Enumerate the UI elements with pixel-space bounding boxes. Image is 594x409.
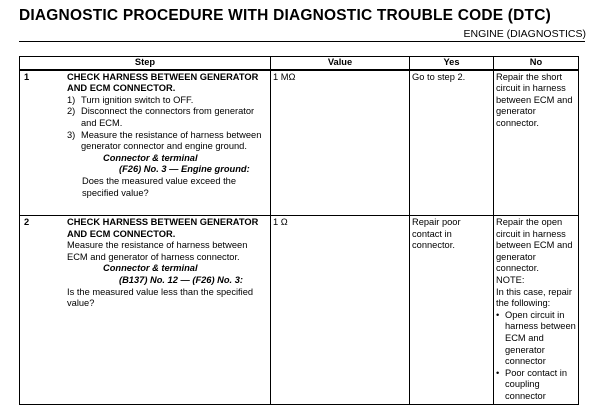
step-number: 2 bbox=[24, 217, 30, 228]
substep bbox=[20, 95, 268, 107]
step-title: CHECK HARNESS BETWEEN GENERATOR bbox=[67, 217, 259, 228]
substep-number: 1) bbox=[67, 94, 76, 105]
substep-text: Disconnect the connectors from generator and ECM. bbox=[81, 106, 255, 128]
yes-cell: Go to step 2. bbox=[410, 70, 494, 216]
note-label: NOTE: bbox=[496, 275, 525, 286]
value-cell: 1 Ω bbox=[271, 216, 410, 405]
check-question: Does the measured value exceed the specified value? bbox=[82, 175, 237, 198]
check-question: Is the measured value less than the specified value? bbox=[67, 286, 254, 309]
table-header-row bbox=[20, 57, 579, 70]
table-row bbox=[20, 216, 579, 405]
substep-text: Turn ignition switch to OFF. bbox=[81, 94, 194, 105]
substep-text: Measure the resistance of harness between generator connector and engine ground. bbox=[81, 129, 262, 152]
section-subtitle: ENGINE (DIAGNOSTICS) bbox=[463, 28, 586, 40]
bullet-icon: • bbox=[496, 309, 500, 320]
header-rule bbox=[19, 41, 585, 42]
connector-heading: Connector & terminal bbox=[103, 263, 198, 274]
col-header-step: Step bbox=[20, 57, 271, 70]
col-header-no: No bbox=[494, 57, 579, 70]
col-header-yes: Yes bbox=[410, 57, 494, 70]
note-text: In this case, repair the following: bbox=[496, 286, 572, 309]
substep bbox=[20, 106, 268, 129]
bullet-text: Open circuit in harness between ECM and generator connector bbox=[505, 309, 576, 367]
step-title: AND ECM CONNECTOR. bbox=[67, 228, 176, 239]
substep-number: 2) bbox=[67, 106, 76, 117]
connector-spec: (B137) No. 12 — (F26) No. 3: bbox=[119, 275, 243, 286]
no-text: Repair the open circuit in harness between ECM and generator connector. bbox=[496, 217, 573, 274]
step-cell bbox=[20, 216, 271, 405]
step-cell bbox=[20, 70, 271, 216]
note-bullet bbox=[496, 310, 576, 368]
bullet-icon: • bbox=[496, 367, 500, 378]
page-title: DIAGNOSTIC PROCEDURE WITH DIAGNOSTIC TROUBLE CODE (DTC) bbox=[19, 7, 551, 24]
col-header-value: Value bbox=[271, 57, 410, 70]
step-number: 1 bbox=[24, 71, 30, 82]
table-row bbox=[20, 70, 579, 216]
substep bbox=[20, 130, 268, 153]
no-cell bbox=[494, 216, 579, 405]
step-body: Measure the resistance of harness between ECM and generator of harness connector. bbox=[67, 240, 248, 262]
step-title: AND ECM CONNECTOR. bbox=[67, 83, 176, 94]
step-title: CHECK HARNESS BETWEEN GENERATOR bbox=[67, 71, 259, 82]
substep-number: 3) bbox=[67, 129, 76, 140]
connector-spec: (F26) No. 3 — Engine ground: bbox=[119, 164, 250, 175]
yes-cell: Repair poor contact in connector. bbox=[410, 216, 494, 405]
note-bullet bbox=[496, 368, 576, 403]
no-cell: Repair the short circuit in harness between ECM and generator connector. bbox=[494, 70, 579, 216]
connector-heading: Connector & terminal bbox=[103, 152, 198, 163]
value-cell: 1 MΩ bbox=[271, 70, 410, 216]
diagnostic-table bbox=[19, 56, 579, 405]
bullet-text: Poor contact in coupling connector bbox=[505, 367, 568, 401]
